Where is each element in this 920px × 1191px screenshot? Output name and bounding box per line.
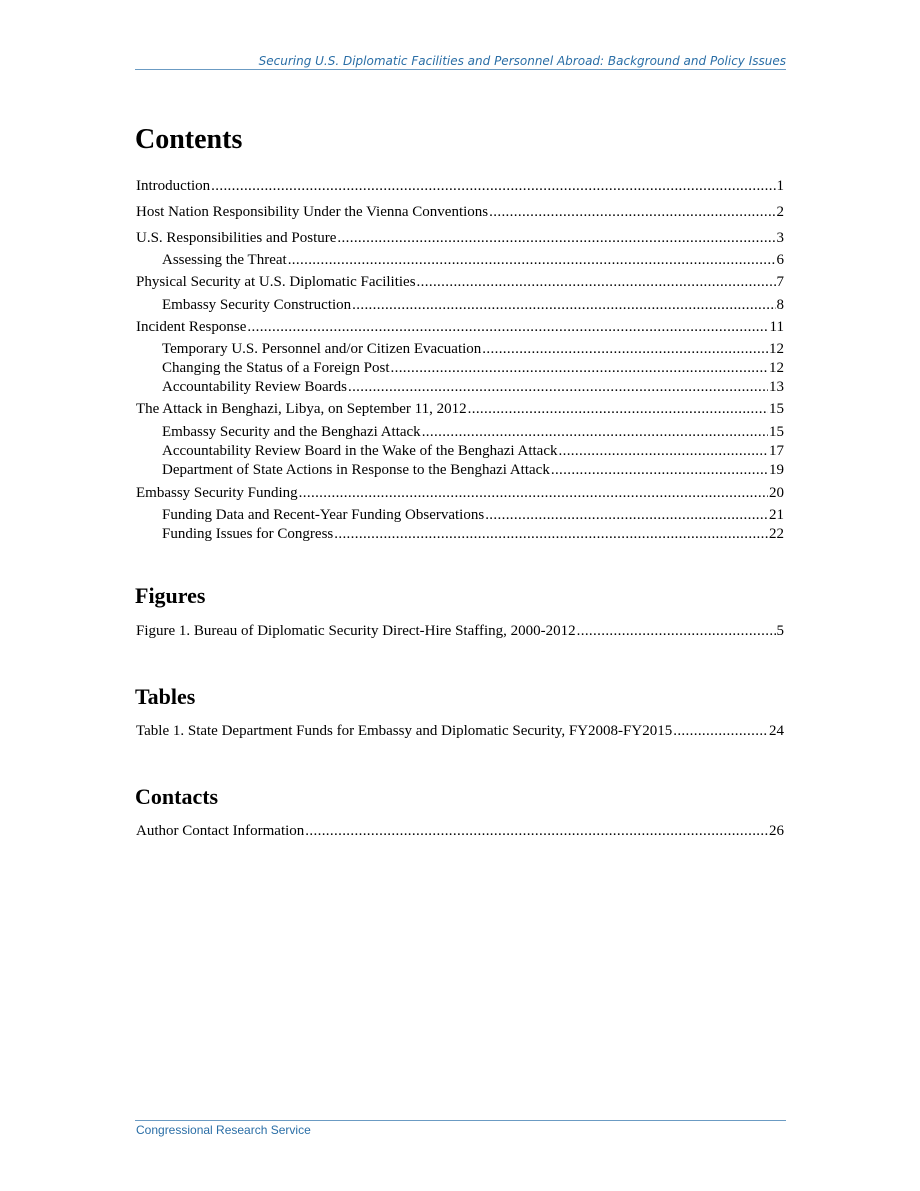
toc-subentry[interactable] [162, 442, 784, 461]
toc-entry-label: Physical Security at U.S. Diplomatic Facilities [136, 274, 416, 290]
toc-entry-page: 7 [776, 274, 784, 290]
toc-entry-page: 24 [769, 723, 784, 739]
toc-entry-page: 12 [769, 341, 784, 357]
figure-entry[interactable] [136, 622, 784, 641]
running-header: Securing U.S. Diplomatic Facilities and Personnel Abroad: Background and Policy Issues [258, 54, 786, 68]
footer-publisher: Congressional Research Service [136, 1123, 311, 1137]
toc-leader [352, 296, 775, 315]
toc-subentry[interactable] [162, 296, 784, 315]
toc-subentry[interactable] [162, 340, 784, 359]
toc-entry-page: 21 [769, 507, 784, 523]
contact-entry[interactable] [136, 822, 784, 841]
toc-leader [417, 273, 776, 292]
toc-leader [334, 525, 768, 544]
toc-subentry[interactable] [162, 423, 784, 442]
toc-leader [577, 622, 776, 641]
tables-heading: Tables [135, 684, 196, 709]
toc-leader [211, 177, 775, 196]
toc-entry-page: 17 [769, 443, 784, 459]
toc-entry-label: Incident Response [136, 319, 247, 335]
toc-entry[interactable] [136, 484, 784, 503]
toc-entry-page: 15 [769, 424, 784, 440]
toc-entry-page: 2 [776, 204, 784, 220]
footer-rule [135, 1120, 786, 1121]
toc-entry-label: Host Nation Responsibility Under the Vienna Conventions [136, 204, 489, 220]
toc-subentry[interactable] [162, 525, 784, 544]
toc-leader [247, 318, 768, 337]
toc-entry-label: Funding Issues for Congress [162, 526, 334, 542]
toc-entry-label: Table 1. State Department Funds for Embassy and Diplomatic Security, FY2008-FY2015 [136, 723, 673, 739]
toc-entry[interactable] [136, 229, 784, 248]
toc-leader [299, 484, 768, 503]
figures-heading: Figures [135, 583, 206, 608]
toc-entry-label: The Attack in Benghazi, Libya, on September 11, 2012 [136, 401, 467, 417]
toc-leader [468, 400, 768, 419]
toc-entry-page: 19 [769, 462, 784, 478]
toc-entry-label: Introduction [136, 178, 211, 194]
toc-entry-page: 8 [776, 297, 784, 313]
toc-entry[interactable] [136, 177, 784, 196]
toc-entry-page: 1 [776, 178, 784, 194]
toc-entry[interactable] [136, 400, 784, 419]
toc-entry-page: 12 [769, 360, 784, 376]
toc-entry-label: Changing the Status of a Foreign Post [162, 360, 390, 376]
toc-entry-label: Department of State Actions in Response to the Benghazi Attack [162, 462, 550, 478]
toc-entry-page: 5 [776, 623, 784, 639]
toc-leader [348, 378, 768, 397]
toc-entry-page: 26 [769, 823, 784, 839]
toc-entry-page: 6 [776, 252, 784, 268]
toc-entry-page: 22 [769, 526, 784, 542]
toc-entry-label: Embassy Security Construction [162, 297, 352, 313]
toc-entry-label: Temporary U.S. Personnel and/or Citizen Evacuation [162, 341, 482, 357]
toc-entry-page: 13 [769, 379, 784, 395]
toc-leader [559, 442, 769, 461]
toc-subentry[interactable] [162, 251, 784, 270]
toc-subentry[interactable] [162, 506, 784, 525]
toc-entry-page: 20 [769, 485, 784, 501]
toc-entry-page: 11 [769, 319, 784, 335]
toc-entry-page: 15 [769, 401, 784, 417]
table-entry[interactable] [136, 722, 784, 741]
toc-entry-label: Embassy Security Funding [136, 485, 298, 501]
toc-leader [551, 461, 768, 480]
toc-leader [422, 423, 768, 442]
toc-subentry[interactable] [162, 378, 784, 397]
toc-entry-label: Accountability Review Board in the Wake of the Benghazi Attack [162, 443, 558, 459]
toc-leader [337, 229, 775, 248]
contents-heading: Contents [135, 124, 243, 155]
toc-entry-label: Figure 1. Bureau of Diplomatic Security Direct-Hire Staffing, 2000-2012 [136, 623, 576, 639]
toc-leader [288, 251, 776, 270]
toc-entry-label: Accountability Review Boards [162, 379, 347, 395]
toc-entry[interactable] [136, 203, 784, 222]
toc-leader [305, 822, 768, 841]
toc-subentry[interactable] [162, 461, 784, 480]
toc-entry-label: Funding Data and Recent-Year Funding Observations [162, 507, 485, 523]
toc-entry-label: Author Contact Information [136, 823, 305, 839]
contacts-heading: Contacts [135, 784, 219, 809]
toc-entry-label: Assessing the Threat [162, 252, 287, 268]
toc-entry[interactable] [136, 318, 784, 337]
toc-entry-label: U.S. Responsibilities and Posture [136, 230, 337, 246]
toc-entry-page: 3 [776, 230, 784, 246]
header-rule [135, 69, 786, 70]
toc-entry-label: Embassy Security and the Benghazi Attack [162, 424, 421, 440]
toc-leader [673, 722, 768, 741]
toc-leader [391, 359, 769, 378]
toc-leader [489, 203, 775, 222]
toc-entry[interactable] [136, 273, 784, 292]
toc-leader [485, 506, 768, 525]
toc-subentry[interactable] [162, 359, 784, 378]
toc-leader [482, 340, 768, 359]
